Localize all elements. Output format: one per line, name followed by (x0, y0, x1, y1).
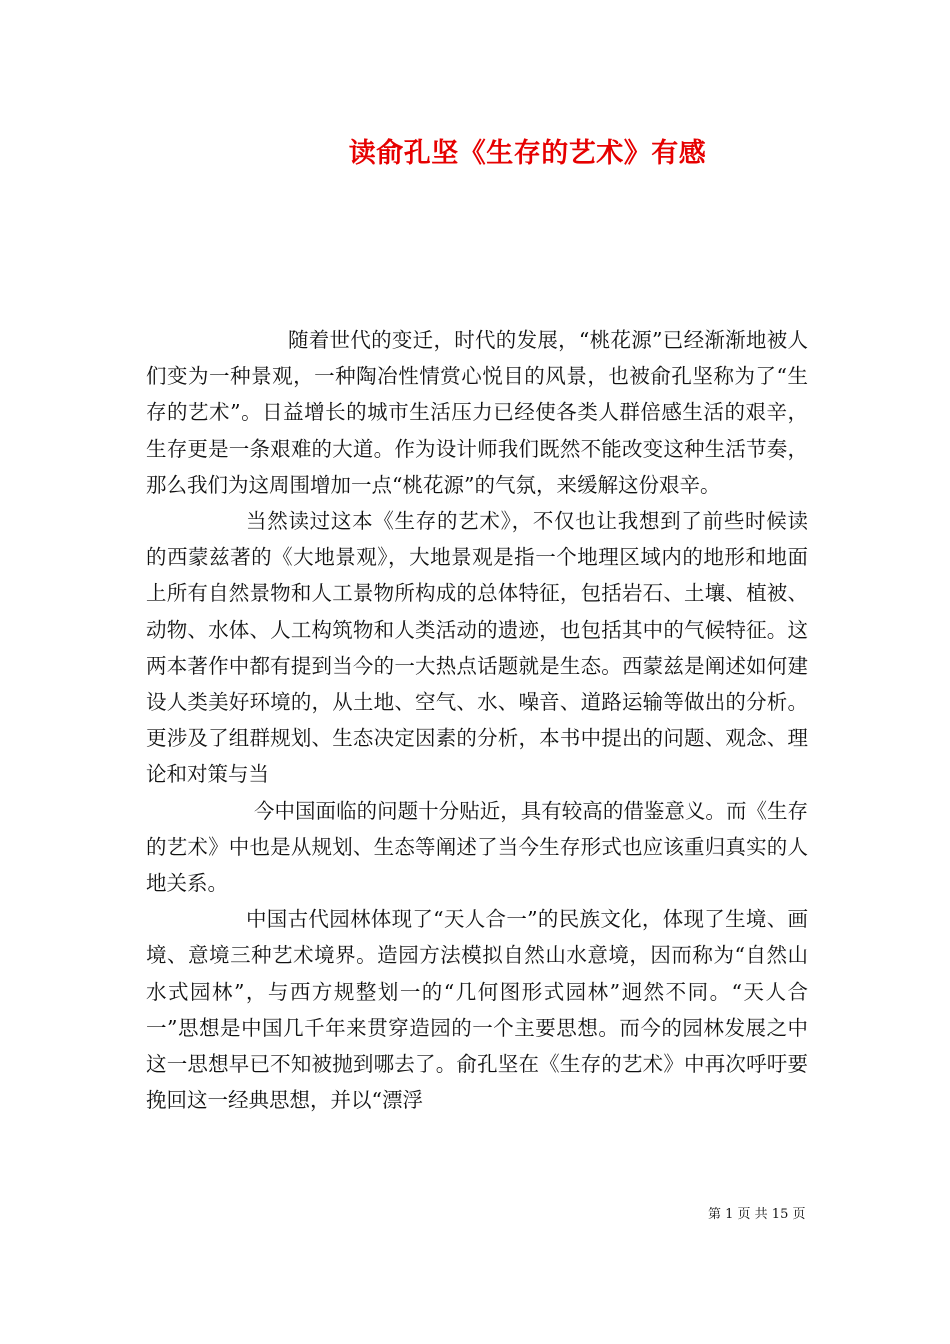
paragraph-2: 当然读过这本《生存的艺术》，不仅也让我想到了前些时候读的西蒙兹著的《大地景观》，大地景观是指一个地理区域内的地形和地面上所有自然景物和人工景物所构成的总体特征，包括岩石、土壤、植被、动物、水体、人工构筑物和人类活动的遗迹，也包括其中的气候特征。这两本著作中都有提到当今的一大热点话题就是生态。西蒙兹是阐述如何建设人类美好环境的，从土地、空气、水、噪音、道路运输等做出的分析。更涉及了组群规划、生态决定因素的分析，本书中提出的问题、观念、理论和对策与当 (146, 509, 808, 787)
page-number-footer: 第 1 页 共 15 页 (708, 1207, 806, 1222)
paragraph-4: 中国古代园林体现了“天人合一”的民族文化，体现了生境、画境、意境三种艺术境界。造园方法模拟自然山水意境，因而称为“自然山水式园林”，与西方规整划一的“几何图形式园林”迥然不同。“天人合一”思想是中国几千年来贯穿造园的一个主要思想。而今的园林发展之中这一思想早已不知被抛到哪去了。俞孔坚在《生存的艺术》中再次呼吁要挽回这一经典思想，并以“漂浮 (146, 907, 808, 1113)
document-title (0, 131, 950, 170)
document-body (146, 322, 808, 1118)
paragraph-1: 随着世代的变迁，时代的发展，“桃花源”已经渐渐地被人们变为一种景观，一种陶冶性情赏心悦目的风景，也被俞孔坚称为了“生存的艺术”。日益增长的城市生活压力已经使各类人群倍感生活的艰辛，生存更是一条艰难的大道。作为设计师我们既然不能改变这种生活节奏，那么我们为这周围增加一点“桃花源”的气氛，来缓解这份艰辛。 (146, 328, 808, 497)
title-text: 读俞孔坚《生存的艺术》有感 (348, 138, 707, 169)
paragraph-3: 今中国面临的问题十分贴近，具有较高的借鉴意义。而《生存的艺术》中也是从规划、生态等阐述了当今生存形式也应该重归真实的人地关系。 (146, 798, 808, 896)
